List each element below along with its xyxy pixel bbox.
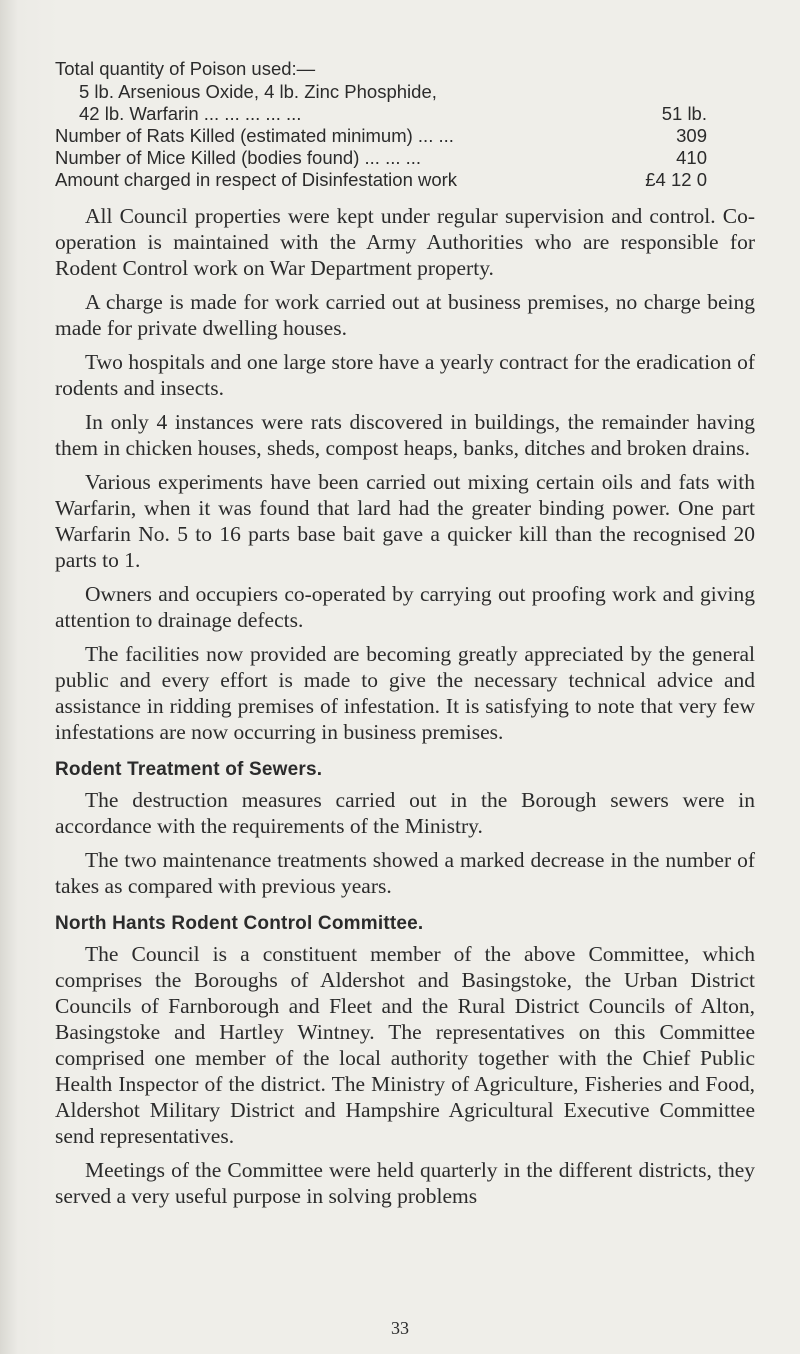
paragraph: Owners and occupiers co-operated by carrying out proofing work and giving attention to drainage defects. <box>55 582 755 632</box>
summary-row-label: Number of Rats Killed (estimated minimum) ... ... <box>55 125 454 146</box>
paragraph: Two hospitals and one large store have a yearly contract for the eradication of rodents and insects. <box>55 350 755 400</box>
summary-row-value <box>617 81 755 103</box>
summary-row <box>55 103 755 125</box>
summary-row <box>55 81 755 103</box>
page-content <box>55 58 755 1217</box>
page-number: 33 <box>391 1318 409 1338</box>
paragraph: All Council properties were kept under regular supervision and control. Co-operation is maintained with the Army Authorities who are responsible for Rodent Control work on War Department property. <box>55 204 755 280</box>
summary-row-label: Amount charged in respect of Disinfestation work <box>55 169 458 190</box>
paragraph: Various experiments have been carried out mixing certain oils and fats with Warfarin, when it was found that lard had the greater binding power. One part Warfarin No. 5 to 16 parts base bait gave a quicker kill than the recognised 20 parts to 1. <box>55 470 755 572</box>
paragraph: The Council is a constituent member of the above Committee, which comprises the Boroughs of Aldershot and Basingstoke, the Urban District Councils of Farnborough and Fleet and the Rural District Councils of Alton, Basingstoke and Hartley Wintney. The representatives on this Committee comprised one member of the local authority together with the Chief Public Health Inspector of the district. The Ministry of Agriculture, Fisheries and Food, Aldershot Military District and Hampshire Agricultural Executive Committee send representatives. <box>55 942 755 1148</box>
paragraph: The facilities now provided are becoming greatly appreciated by the general public and every effort is made to give the necessary technical advice and assistance in ridding premises of infestation. It is satisfying to note that very few infestations are now occurring in business premises. <box>55 642 755 744</box>
summary-row-label: Number of Mice Killed (bodies found) ... ... ... <box>55 147 422 168</box>
summary-heading: Total quantity of Poison used:— <box>55 58 316 79</box>
section-heading-sewers: Rodent Treatment of Sewers. <box>55 759 323 780</box>
summary-row-value: 51 lb. <box>661 103 707 124</box>
summary-row <box>55 147 755 169</box>
summary-row-value: £4 12 0 <box>645 169 707 190</box>
paragraph: The two maintenance treatments showed a marked decrease in the number of takes as compared with previous years. <box>55 848 755 898</box>
paragraph: The destruction measures carried out in the Borough sewers were in accordance with the requirements of the Ministry. <box>55 788 755 838</box>
body-text <box>55 203 755 1209</box>
summary-row-label: 42 lb. Warfarin ... ... ... ... ... <box>79 103 302 124</box>
paragraph: A charge is made for work carried out at business premises, no charge being made for private dwelling houses. <box>55 290 755 340</box>
summary-row <box>55 125 755 147</box>
poison-summary <box>55 58 755 191</box>
summary-row-value: 410 <box>676 147 707 168</box>
paragraph: In only 4 instances were rats discovered in buildings, the remainder having them in chicken houses, sheds, compost heaps, banks, ditches and broken drains. <box>55 410 755 460</box>
summary-heading-row <box>55 58 755 80</box>
section-heading-committee: North Hants Rodent Control Committee. <box>55 913 424 934</box>
summary-row-value: 309 <box>676 125 707 146</box>
paragraph: Meetings of the Committee were held quarterly in the different districts, they served a very useful purpose in solving problems <box>55 1158 755 1208</box>
summary-row-label: 5 lb. Arsenious Oxide, 4 lb. Zinc Phosphide, <box>79 81 437 102</box>
summary-row <box>55 169 755 191</box>
